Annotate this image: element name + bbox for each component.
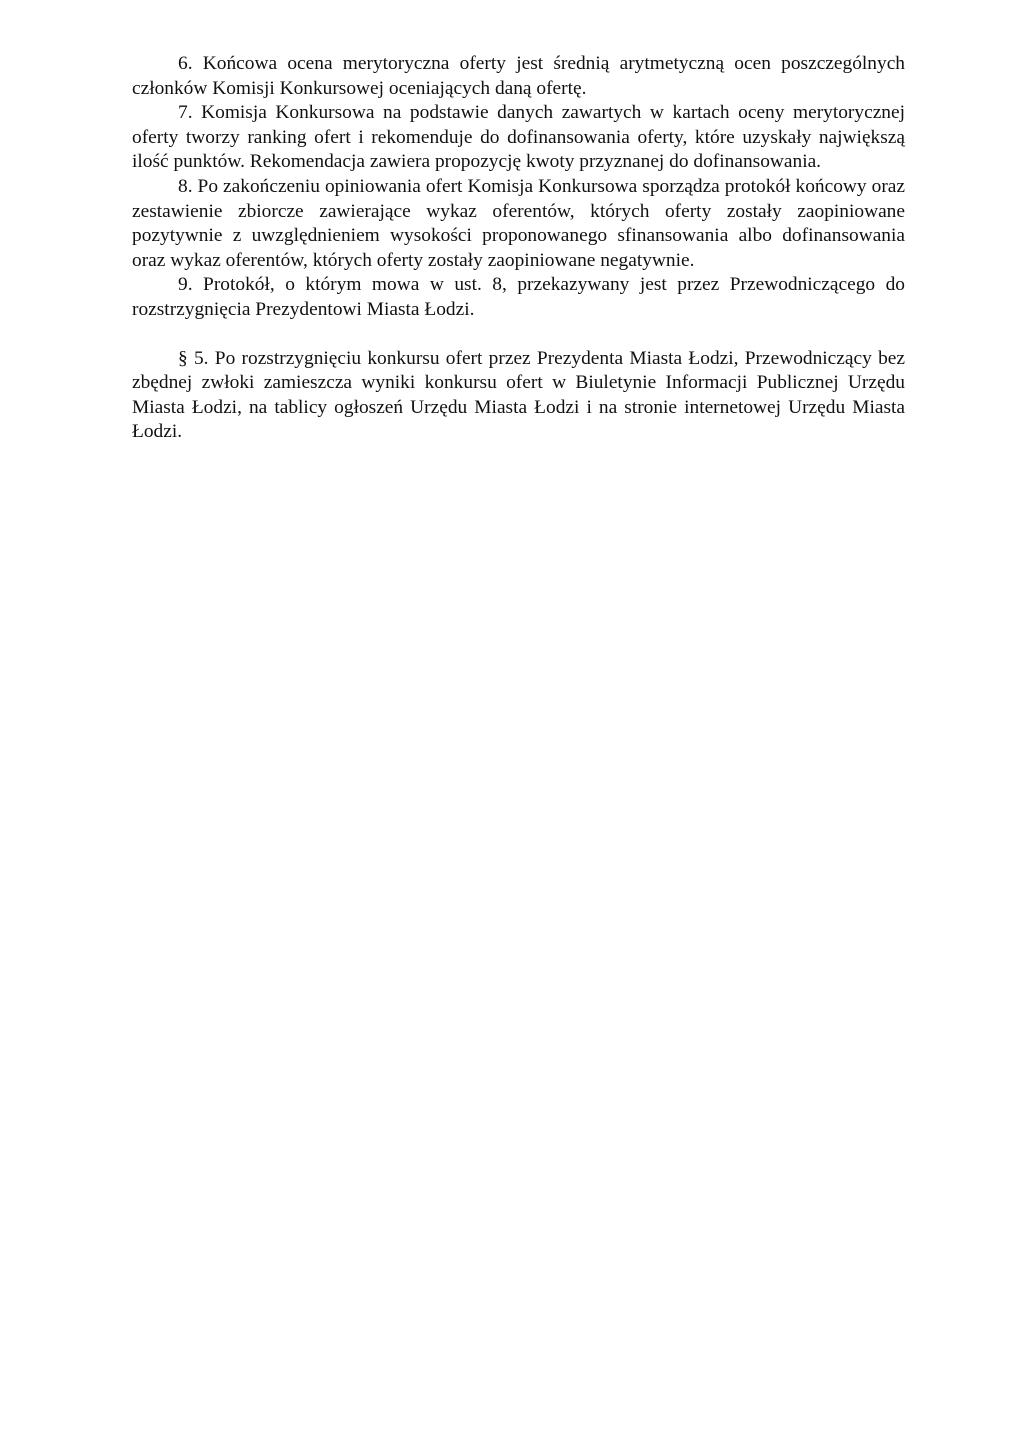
paragraph-9: 9. Protokół, o którym mowa w ust. 8, przekazywany jest przez Przewodniczącego do rozstrzygnięcia Prezydentowi Miasta Łodzi. <box>132 274 905 320</box>
paragraph-6: 6. Końcowa ocena merytoryczna oferty jest średnią arytmetyczną ocen poszczególnych członków Komisji Konkursowej oceniających daną ofertę. <box>132 53 905 99</box>
paragraph-8: 8. Po zakończeniu opiniowania ofert Komisja Konkursowa sporządza protokół końcowy oraz zestawienie zbiorcze zawierające wykaz oferentów, których oferty zostały zaopiniowane pozytywnie z uwzględnieniem wysokości proponowanego sfinansowania albo dofinansowania oraz wykaz oferentów, których oferty zostały zaopiniowane negatywnie. <box>132 175 905 271</box>
document-page <box>132 52 905 445</box>
section-5-paragraph: § 5. Po rozstrzygnięciu konkursu ofert przez Prezydenta Miasta Łodzi, Przewodniczący bez zbędnej zwłoki zamieszcza wyniki konkursu ofert w Biuletynie Informacji Publicznej Urzędu Miasta Łodzi, na tablicy ogłoszeń Urzędu Miasta Łodzi i na stronie internetowej Urzędu Miasta Łodzi. <box>132 347 905 443</box>
paragraph-7: 7. Komisja Konkursowa na podstawie danych zawartych w kartach oceny merytorycznej oferty tworzy ranking ofert i rekomenduje do dofinansowania oferty, które uzyskały największą ilość punktów. Rekomendacja zawiera propozycję kwoty przyznanej do dofinansowania. <box>132 102 905 173</box>
